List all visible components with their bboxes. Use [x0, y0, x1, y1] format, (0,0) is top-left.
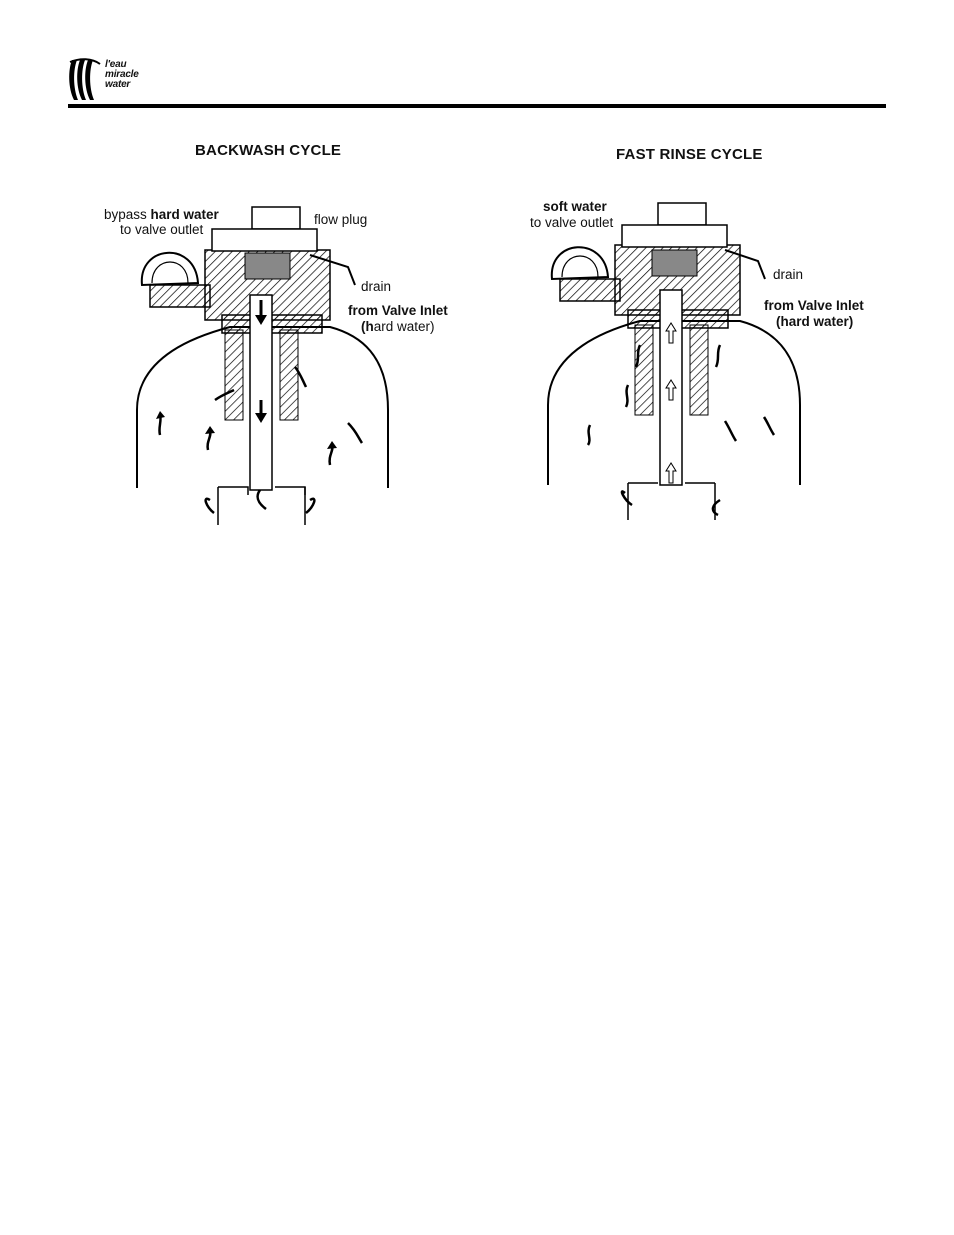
fast-rinse-drain-label: drain [773, 267, 804, 282]
logo-line-1: l'eau [105, 59, 127, 70]
logo-line-3: water [105, 79, 131, 90]
backwash-inlet-label [348, 303, 448, 319]
backwash-inlet-hard-water-label [361, 319, 435, 335]
logo-line-2: miracle [105, 69, 139, 80]
logo-wordmark [105, 60, 139, 90]
backwash-bypass-label [104, 207, 219, 223]
fast-rinse-valve-outlet-label: to valve outlet [530, 215, 614, 230]
fast-rinse-soft-water-label [543, 199, 607, 215]
backwash-drain-label: drain [361, 279, 392, 294]
inlet-h: h [365, 319, 374, 334]
fast-rinse-inlet-label [764, 298, 864, 314]
inlet-paren-open: ( [361, 319, 366, 334]
fast-rinse-title: FAST RINSE CYCLE [616, 146, 763, 163]
bypass-label-prefix: bypass [104, 207, 151, 222]
backwash-diagram [110, 195, 450, 530]
backwash-valve-outlet-label: to valve outlet [120, 222, 204, 237]
bypass-label-bold: hard water [150, 207, 219, 222]
fast-rinse-inlet-line2: (hard water) [776, 314, 854, 329]
backwash-inlet-line1: from Valve Inlet [348, 303, 448, 318]
inlet-rest: ard water) [373, 319, 435, 334]
fast-rinse-diagram [520, 195, 860, 525]
backwash-title: BACKWASH CYCLE [195, 142, 342, 159]
fast-rinse-inlet-line1: from Valve Inlet [764, 298, 864, 313]
fast-rinse-inlet-hard-water-label [776, 314, 853, 330]
backwash-flow-plug-label: flow plug [314, 212, 368, 227]
soft-water-bold: soft water [543, 199, 607, 214]
header-rule [68, 104, 886, 108]
